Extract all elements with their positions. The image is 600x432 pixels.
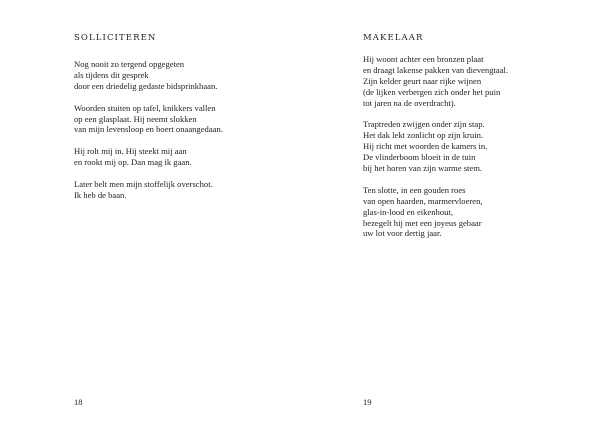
poem-line: op een glasplaat. Hij neemt slokken — [74, 113, 197, 124]
poem-line: Ten slotte, in een gouden roes — [363, 184, 466, 195]
stanza — [363, 119, 508, 174]
poem-line: bij het horen van zijn warme stem. — [363, 163, 483, 174]
stanza — [363, 54, 508, 109]
poem-line: Zijn kelder geurt naar rijke wijnen — [363, 75, 482, 86]
poem-line: van mijn levensloop en boert onaangedaan. — [74, 124, 223, 135]
poem-line: Hij rolt mij in. Hij steekt mij aan — [74, 146, 187, 157]
poem-line: bezegelt hij met een joyeus gebaar — [363, 217, 482, 228]
right-page — [300, 0, 600, 432]
poem-line: Hij richt met woorden de kamers in. — [363, 141, 488, 152]
poem-line: Hij woont achter een bronzen plaat — [363, 54, 484, 64]
stanza — [74, 103, 223, 136]
poem-body — [74, 59, 223, 212]
poem-line: Traptreden zwijgen onder zijn stap. — [363, 119, 485, 130]
stanza — [74, 179, 223, 201]
poem-line: uw lot voor dertig jaar. — [363, 228, 442, 239]
poem-line: en rookt mij op. Dan mag ik gaan. — [74, 157, 192, 168]
poem-line: De vlinderboom bloeit in de tuin — [363, 152, 476, 163]
poem-line: (de lijken verbergen zich onder het puin — [363, 86, 501, 97]
poem-line: als tijdens dit gesprek — [74, 69, 149, 80]
poem-line: glas-in-lood en eikenhout, — [363, 206, 453, 217]
poem-line: Nog nooit zo tergend opgegeten — [74, 59, 185, 69]
stanza — [74, 59, 223, 92]
page-number: 18 — [74, 397, 83, 407]
poem-line: Het dak lekt zonlicht op zijn kruin. — [363, 130, 484, 141]
poem-title: MAKELAAR — [363, 33, 424, 43]
poem-line: Later belt men mijn stoffelijk overschot. — [74, 178, 213, 189]
poem-body — [363, 54, 508, 250]
stanza — [74, 146, 223, 168]
poem-line: tot jaren na de overdracht). — [363, 97, 456, 108]
poem-title: SOLLICITEREN — [74, 33, 157, 43]
poem-line: Ik heb de baan. — [74, 189, 127, 200]
poem-line: door een driedelig gedaste bidsprinkhaan. — [74, 80, 218, 91]
poem-line: van open haarden, marmervloeren, — [363, 195, 483, 206]
poem-line: Woorden stuiten op tafel, knikkers vallen — [74, 102, 216, 113]
stanza — [363, 185, 508, 240]
page-number: 19 — [363, 397, 372, 407]
poem-line: en draagt lakense pakken van dievengtaal. — [363, 64, 509, 75]
